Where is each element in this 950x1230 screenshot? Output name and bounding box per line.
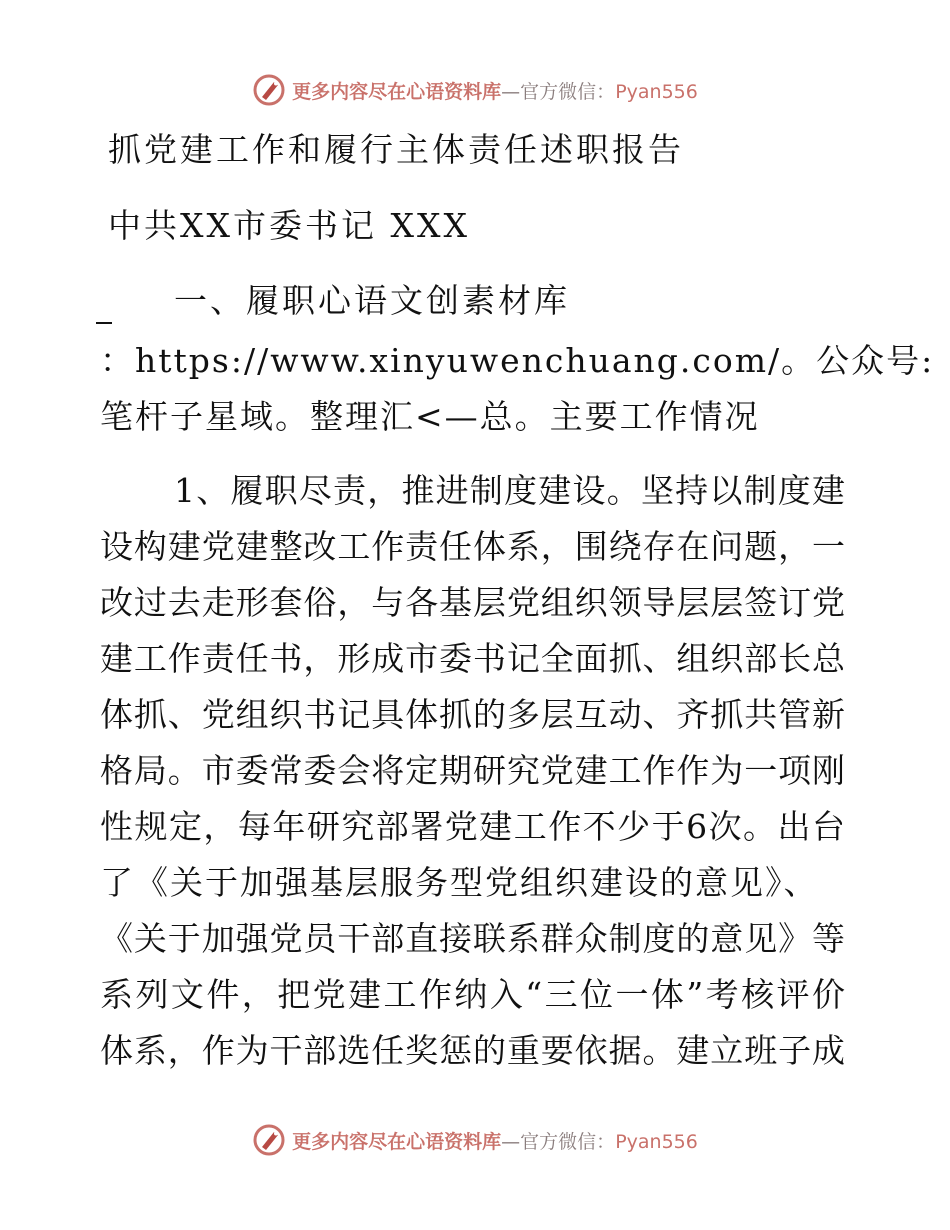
section-heading: 一、履职心语文创素材库 bbox=[174, 281, 570, 320]
watermark-banner-top bbox=[0, 70, 950, 110]
paragraph-line: 《关于加强党员干部直接联系群众制度的意见》等 bbox=[100, 919, 845, 958]
watermark-separator: —官方微信： bbox=[501, 1130, 616, 1153]
pen-nib-circle-logo-icon bbox=[252, 73, 286, 107]
paragraph-line: 系列文件，把党建工作纳入“三位一体”考核评价 bbox=[100, 975, 845, 1014]
pen-nib-circle-logo-icon bbox=[252, 1123, 286, 1157]
document-title: 抓党建工作和履行主体责任述职报告 bbox=[108, 130, 684, 169]
paragraph-line: 设构建党建整改工作责任体系，围绕存在问题，一 bbox=[100, 527, 845, 566]
url-line: ：https://www.xinyuwenchuang.com/。公众号: bbox=[100, 341, 935, 380]
paragraph-line: 改过去走形套俗，与各基层党组织领导层层签订党 bbox=[100, 583, 845, 622]
source-line: 笔杆子星域。整理汇<—总。主要工作情况 bbox=[100, 397, 760, 436]
watermark-text bbox=[292, 77, 698, 104]
stray-dash-mark bbox=[96, 322, 112, 324]
watermark-text bbox=[292, 1127, 698, 1154]
watermark-wechat-id: Pyan556 bbox=[615, 80, 698, 103]
paragraph-line: 体系，作为干部选任奖惩的重要依据。建立班子成 bbox=[100, 1031, 845, 1070]
watermark-wechat-id: Pyan556 bbox=[615, 1130, 698, 1153]
watermark-brand: 更多内容尽在心语资料库 bbox=[292, 80, 502, 103]
paragraph-line: 格局。市委常委会将定期研究党建工作作为一项刚 bbox=[100, 751, 845, 790]
paragraph-line: 1、履职尽责，推进制度建设。坚持以制度建 bbox=[174, 471, 845, 510]
watermark-brand: 更多内容尽在心语资料库 bbox=[292, 1130, 502, 1153]
watermark-separator: —官方微信： bbox=[501, 80, 616, 103]
paragraph-line: 性规定，每年研究部署党建工作不少于6次。出台 bbox=[100, 807, 845, 846]
paragraph-line: 体抓、党组织书记具体抓的多层互动、齐抓共管新 bbox=[100, 695, 845, 734]
paragraph-line: 了《关于加强基层服务型党组织建设的意见》、 bbox=[100, 863, 819, 902]
watermark-banner-bottom bbox=[0, 1120, 950, 1160]
document-author: 中共XX市委书记 XXX bbox=[108, 206, 470, 245]
paragraph-line: 建工作责任书，形成市委书记全面抓、组织部长总 bbox=[100, 639, 845, 678]
